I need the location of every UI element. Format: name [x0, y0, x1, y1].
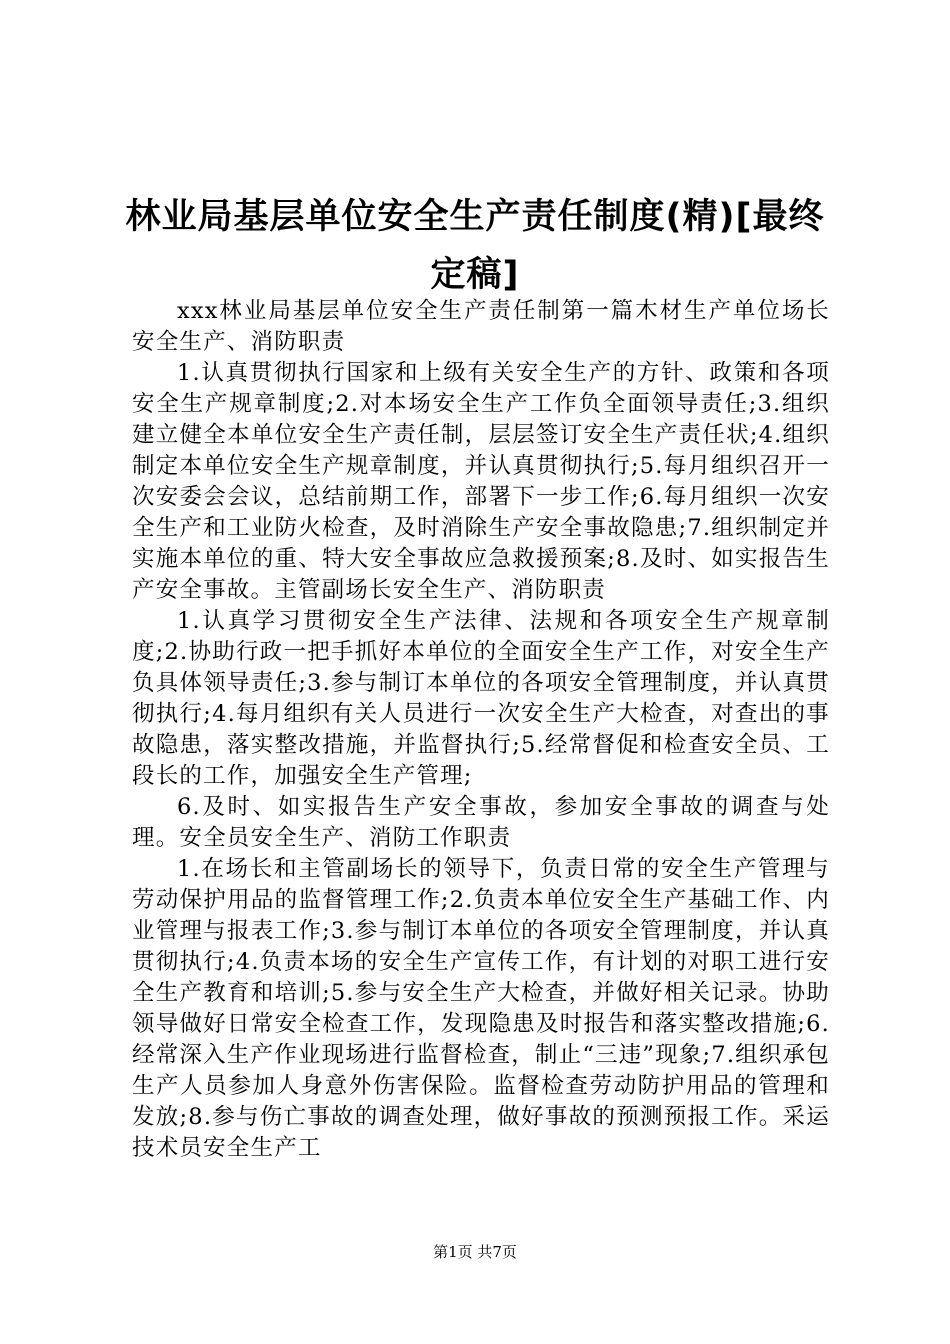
document-body: [132, 296, 830, 1164]
paragraph: 6.及时、如实报告生产安全事故，参加安全事故的调查与处理。安全员安全生产、消防工作职责: [132, 794, 830, 851]
document-title: [120, 188, 830, 304]
paragraph: xxx林业局基层单位安全生产责任制第一篇木材生产单位场长安全生产、消防职责: [132, 298, 830, 355]
title-line-1: 林业局基层单位安全生产责任制度(精)[最终: [125, 197, 825, 237]
paragraph: 1.在场长和主管副场长的领导下，负责日常的安全生产管理与劳动保护用品的监督管理工作;2.负责本单位安全生产基础工作、内业管理与报表工作;3.参与制订本单位的各项安全管理制度，并认真贯彻执行;4.负责本场的安全生产宣传工作，有计划的对职工进行安全生产教育和培训;5.参与安全生产大检查，并做好相关记录。协助领导做好日常安全检查工作，发现隐患及时报告和落实整改措施;6.经常深入生产作业现场进行监督检查，制止“三违”现象;7.组织承包生产人员参加人身意外伤害保险。监督检查劳动防护用品的管理和发放;8.参与伤亡事故的调查处理，做好事故的预测预报工作。采运技术员安全生产工: [132, 856, 830, 1161]
page-footer: 第1页 共7页: [433, 1243, 517, 1261]
paragraph: 1.认真学习贯彻安全生产法律、法规和各项安全生产规章制度;2.协助行政一把手抓好本单位的全面安全生产工作，对安全生产负具体领导责任;3.参与制订本单位的各项安全管理制度，并认真贯彻执行;4.每月组织有关人员进行一次安全生产大检查，对查出的事故隐患，落实整改措施，并监督执行;5.经常督促和检查安全员、工段长的工作，加强安全生产管理;: [132, 608, 830, 789]
paragraph: 1.认真贯彻执行国家和上级有关安全生产的方针、政策和各项安全生产规章制度;2.对本场安全生产工作负全面领导责任;3.组织建立健全本单位安全生产责任制，层层签订安全生产责任状;4.组织制定本单位安全生产规章制度，并认真贯彻执行;5.每月组织召开一次安委会会议，总结前期工作，部署下一步工作;6.每月组织一次安全生产和工业防火检查，及时消除生产安全事故隐患;7.组织制定并实施本单位的重、特大安全事故应急救援预案;8.及时、如实报告生产安全事故。主管副场长安全生产、消防职责: [132, 360, 830, 603]
title-line-2: 定稿]: [430, 255, 520, 295]
